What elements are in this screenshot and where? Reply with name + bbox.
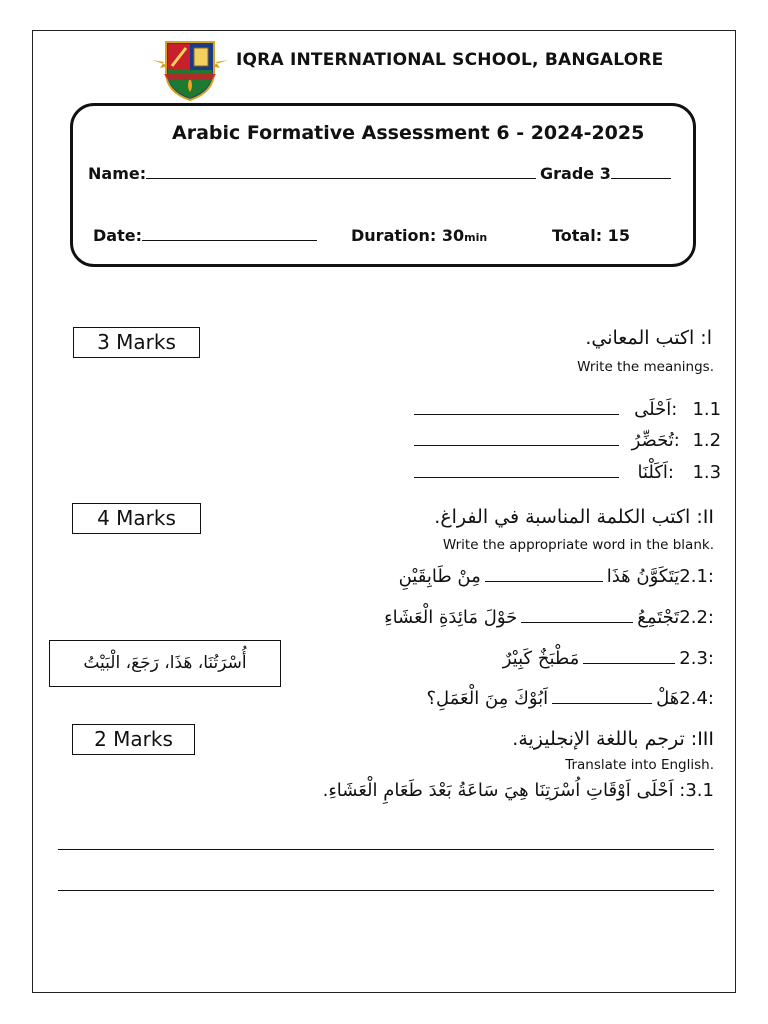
- duration-unit: min: [464, 231, 488, 244]
- question-text: : اَحْلَى اَوْقَاتِ اُسْرَتِنَا هِيَ سَاعَةُ بَعْدَ طَعَامِ الْعَشَاءِ.: [322, 780, 686, 801]
- question-text: :تُحَضِّرُ: [631, 430, 680, 451]
- question-text-before: يَتَكَوَّنُ هَذَا: [606, 566, 680, 587]
- duration: [351, 226, 487, 245]
- question-1-2: [414, 430, 721, 451]
- word-bank: أُسْرَتُنَا، هَذَا، رَجَعَ، الْبَيْتُ: [49, 640, 281, 687]
- grade-label: Grade 3: [540, 164, 611, 183]
- question-text-before: تَجْتَمِعُ: [637, 607, 680, 628]
- school-name: IQRA INTERNATIONAL SCHOOL, BANGALORE: [236, 50, 664, 70]
- school-crest-icon: [150, 38, 230, 102]
- question-text-after: مِنْ طَابِقَيْنِ: [398, 566, 481, 587]
- assessment-title: Arabic Formative Assessment 6 - 2024-2025: [172, 122, 645, 144]
- section1-heading: ا: اكتب المعاني.: [585, 327, 712, 349]
- question-number: 2.1:: [679, 566, 714, 587]
- question-number: 2.2:: [679, 607, 714, 628]
- answer-blank[interactable]: [485, 567, 603, 582]
- question-2-2: [384, 607, 714, 628]
- question-1-1: [414, 399, 721, 420]
- question-number: 1.3: [692, 462, 722, 483]
- question-number: 1.1: [692, 399, 722, 420]
- question-text-before: هَلْ: [656, 688, 680, 709]
- total-marks: Total: 15: [552, 226, 630, 245]
- question-number: 1.2: [692, 430, 722, 451]
- section1-instruction: Write the meanings.: [577, 359, 714, 375]
- answer-line[interactable]: [58, 849, 714, 850]
- date-field[interactable]: [142, 226, 317, 241]
- section2-heading: II: اكتب الكلمة المناسبة في الفراغ.: [434, 506, 714, 528]
- answer-blank[interactable]: [414, 431, 619, 446]
- question-3-1: [323, 780, 714, 801]
- question-number: 3.1: [685, 780, 714, 801]
- question-text: :اَحْلَى: [634, 399, 678, 420]
- name-row: [88, 164, 536, 183]
- section1-marks: 3 Marks: [73, 327, 200, 358]
- question-number: 2.4:: [679, 688, 714, 709]
- grade-row: [540, 164, 671, 183]
- section2-instruction: Write the appropriate word in the blank.: [442, 537, 714, 553]
- section2-marks: 4 Marks: [72, 503, 201, 534]
- section3-heading: III: ترجم باللغة الإنجليزية.: [512, 728, 714, 750]
- answer-blank[interactable]: [552, 689, 652, 704]
- question-text-after: اَبُوْكَ مِنَ الْعَمَلِ؟: [426, 688, 549, 709]
- answer-blank[interactable]: [414, 400, 619, 415]
- name-label: Name:: [88, 164, 147, 183]
- grade-field[interactable]: [611, 164, 671, 179]
- question-text: :اَكَلْنَا: [637, 462, 674, 483]
- question-text-after: مَطْبَخٌ كَبِيْرٌ: [502, 648, 580, 669]
- answer-line[interactable]: [58, 890, 714, 891]
- question-2-1: [399, 566, 714, 587]
- section3-instruction: Translate into English.: [565, 757, 714, 773]
- duration-label: Duration: 30: [351, 226, 465, 245]
- question-text-after: حَوْلَ مَائِدَةِ الْعَشَاءِ: [384, 607, 518, 628]
- answer-blank[interactable]: [521, 608, 633, 623]
- question-2-4: [426, 688, 714, 709]
- answer-blank[interactable]: [583, 649, 675, 664]
- answer-blank[interactable]: [414, 463, 619, 478]
- question-2-3: [503, 648, 714, 669]
- question-number: 2.3:: [679, 648, 714, 669]
- date-label: Date:: [93, 226, 142, 245]
- name-field[interactable]: [146, 164, 536, 179]
- date-row: [93, 226, 317, 245]
- section3-marks: 2 Marks: [72, 724, 195, 755]
- question-1-3: [414, 462, 721, 483]
